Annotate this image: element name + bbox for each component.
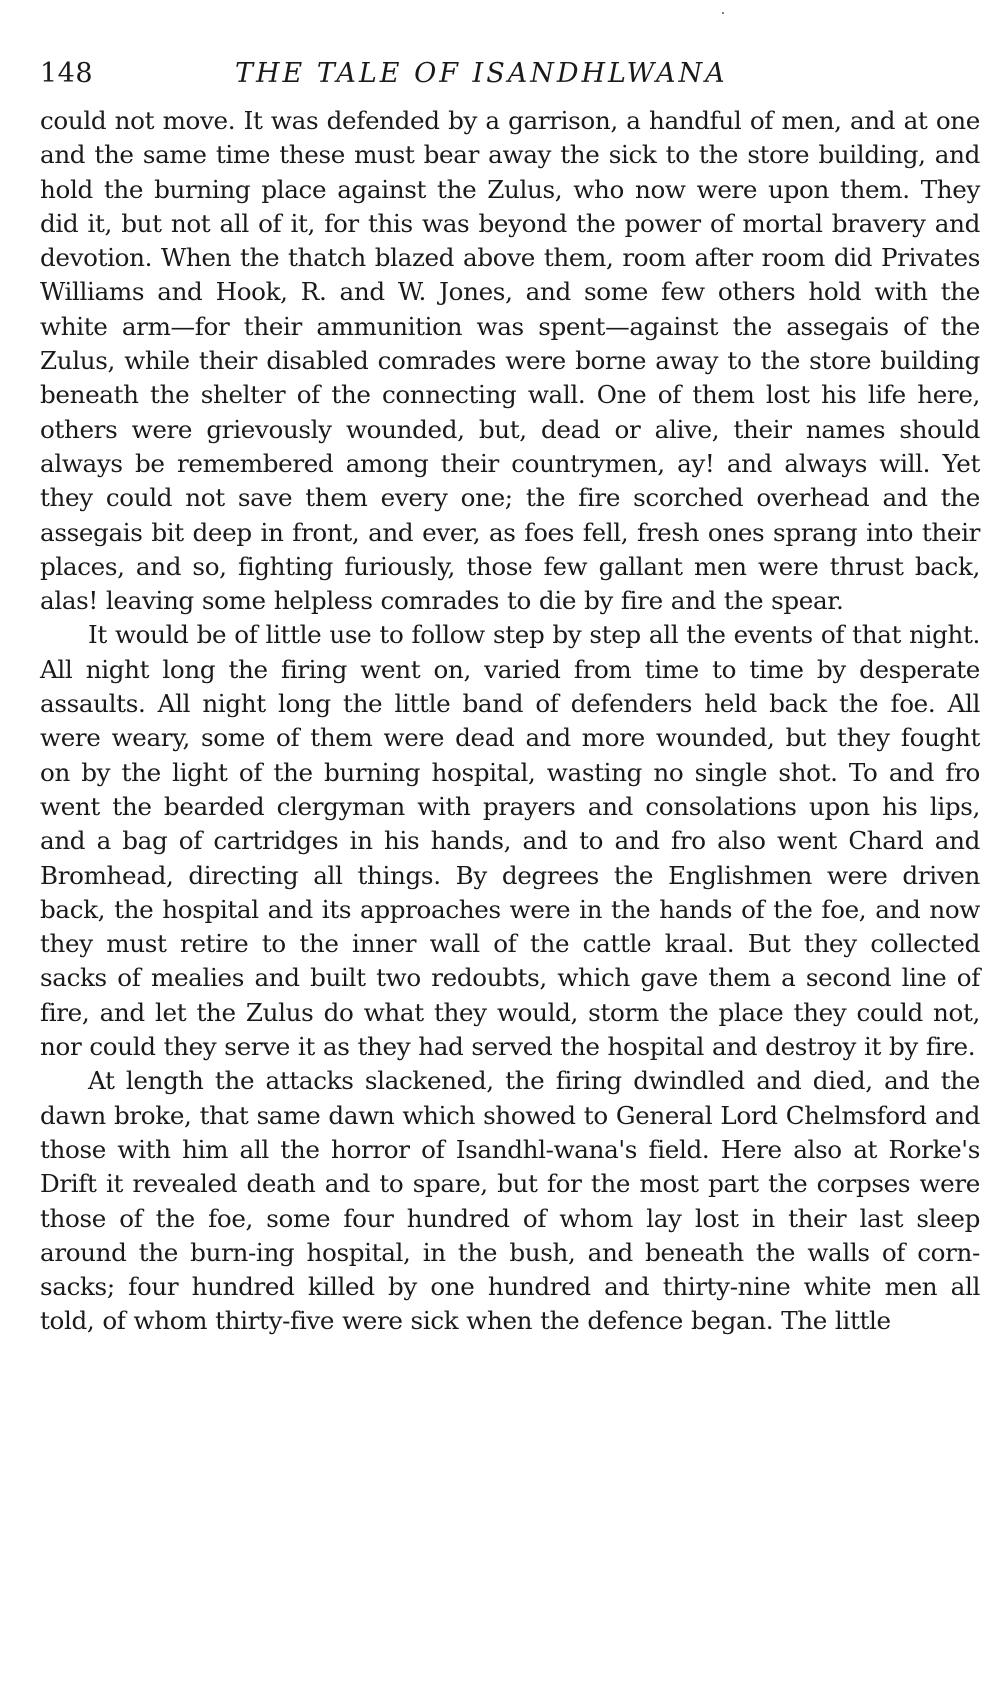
- paper-speck: [722, 12, 724, 14]
- paragraph-3: At length the attacks slackened, the firing dwindled and died, and the dawn broke, that same dawn which showed to General Lord Chelmsford and those with him all the horror of Isandhl-wana's field. Here also at Rorke's Drift it revealed death and to spare, but for the most part the corpses were those of the foe, some four hundred of whom lay lost in their last sleep around the burn-ing hospital, in the bush, and beneath the walls of corn-sacks; four hundred killed by one hundred and thirty-nine white men all told, of whom thirty-five were sick when the defence began. The little: [40, 1066, 980, 1336]
- page-number: 148: [40, 58, 94, 89]
- body-text: [40, 104, 980, 1339]
- running-head: [40, 52, 980, 96]
- book-page: [40, 52, 980, 1339]
- running-title: THE TALE OF ISANDHLWANA: [235, 58, 728, 89]
- paragraph-1: could not move. It was defended by a garrison, a handful of men, and at one and the same time these must bear away the sick to the store building, and hold the burning place against the Zulus, who now were upon them. They did it, but not all of it, for this was beyond the power of mortal bravery and devotion. When the thatch blazed above them, room after room did Privates Williams and Hook, R. and W. Jones, and some few others hold with the white arm—for their ammunition was spent—against the assegais of the Zulus, while their disabled comrades were borne away to the store building beneath the shelter of the connecting wall. One of them lost his life here, others were grievously wounded, but, dead or alive, their names should always be remembered among their countrymen, ay! and always will. Yet they could not save them every one; the fire scorched overhead and the assegais bit deep in front, and ever, as foes fell, fresh ones sprang into their places, and so, fighting furiously, those few gallant men were thrust back, alas! leaving some helpless comrades to die by fire and the spear.: [40, 106, 980, 616]
- paragraph-2: It would be of little use to follow step by step all the events of that night. All night long the firing went on, varied from time to time by desperate assaults. All night long the little band of defenders held back the foe. All were weary, some of them were dead and more wounded, but they fought on by the light of the burning hospital, wasting no single shot. To and fro went the bearded clergyman with prayers and consolations upon his lips, and a bag of cartridges in his hands, and to and fro also went Chard and Bromhead, directing all things. By degrees the Englishmen were driven back, the hospital and its approaches were in the hands of the foe, and now they must retire to the inner wall of the cattle kraal. But they collected sacks of mealies and built two redoubts, which gave them a second line of fire, and let the Zulus do what they would, storm the place they could not, nor could they serve it as they had served the hospital and destroy it by fire.: [40, 620, 980, 1062]
